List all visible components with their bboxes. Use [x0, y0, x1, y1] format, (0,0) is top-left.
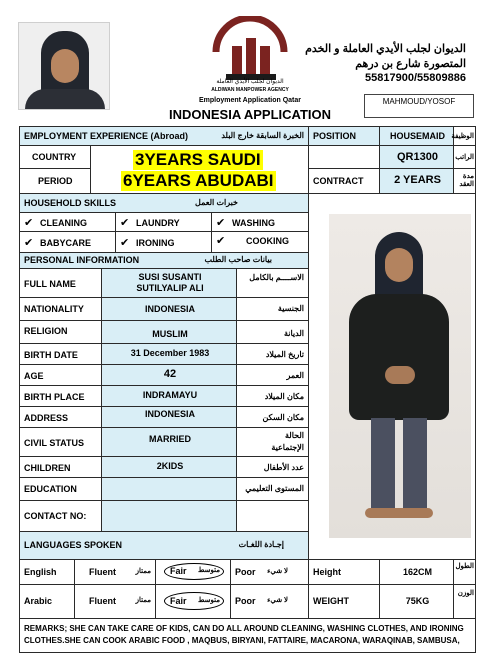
birth-date-value-box: [101, 344, 237, 364]
height-label-cell: [308, 559, 380, 585]
position-value-cell: [379, 126, 454, 146]
salary-ar: الراتب: [455, 154, 474, 161]
experience-label: EMPLOYMENT EXPERIENCE (Abroad): [24, 131, 189, 141]
contract-ar-cell: [453, 168, 476, 194]
weight-ar-cell: [453, 584, 476, 619]
photo-face: [385, 248, 413, 282]
photo-shoulders: [25, 89, 105, 110]
languages-title-ar: إجـادة اللغـات: [238, 540, 284, 549]
skill-cooking: COOKING: [246, 236, 290, 246]
skill-cleaning: CLEANING: [40, 218, 87, 228]
weight-value: 75KG: [405, 596, 430, 606]
lang-english-fluent-cell: [74, 559, 156, 585]
photo-hands: [385, 366, 415, 384]
children-label: CHILDREN: [24, 463, 71, 473]
row-civil-status: [19, 427, 309, 457]
fluent-label: Fluent: [89, 596, 116, 606]
fluent-ar: ممتاز: [135, 597, 151, 604]
personal-title: PERSONAL INFORMATION: [24, 255, 140, 265]
age-value: 42: [163, 368, 177, 380]
height-value: 162CM: [402, 567, 432, 577]
lang-english-poor-cell: [230, 559, 309, 585]
check-icon: ✔: [120, 217, 130, 229]
photo-leg-left: [371, 418, 395, 510]
nationality-label: NATIONALITY: [24, 304, 84, 314]
civil-status-value-box: [101, 428, 237, 456]
passport-photo: [18, 22, 110, 110]
birth-place-value-box: [101, 386, 237, 406]
religion-label: RELIGION: [24, 326, 68, 336]
row-education: [19, 477, 309, 501]
experience-values-cell: [90, 145, 309, 194]
fluent-label: Fluent: [89, 567, 116, 577]
experience-line-1: 3YEARS SAUDI: [135, 150, 261, 169]
contact-label: CONTACT NO:: [24, 511, 87, 521]
full-name-ar: الاســــم بالكامل: [249, 273, 304, 282]
check-icon: ✔: [120, 237, 130, 249]
photo-leg-right: [403, 418, 427, 510]
company-address-ar: المتصورة شارع بن درهم: [355, 58, 466, 70]
full-name-label: FULL NAME: [24, 279, 76, 289]
poor-label: Poor: [235, 567, 256, 577]
full-body-photo-cell: [308, 193, 476, 560]
nationality-value: INDONESIA: [144, 304, 195, 314]
personal-title-ar: بيانات صاحب الطلب: [204, 255, 272, 264]
skill-washing: WASHING: [232, 218, 276, 228]
experience-label-ar: الخبرة السابقة خارج البلد: [221, 131, 304, 140]
row-birth-date: [19, 343, 309, 365]
contract-label-cell: [308, 168, 380, 194]
contact-value-box: [101, 501, 237, 531]
country-label-cell: [19, 145, 91, 169]
education-label: EDUCATION: [24, 484, 77, 494]
fair-label: Fair: [170, 566, 187, 576]
skill-cleaning-cell: [19, 212, 116, 232]
civil-status-value: MARRIED: [149, 434, 191, 444]
check-icon: ✔: [24, 217, 34, 229]
agent-box: MAHMOUD/YOSOF: [364, 94, 474, 118]
photo-jacket: [349, 294, 449, 420]
birth-date-label: BIRTH DATE: [24, 350, 78, 360]
address-ar: مكان السكن: [262, 413, 304, 422]
salary-ar-cell: [453, 145, 476, 169]
position-value: HOUSEMAID: [389, 131, 445, 141]
height-value-cell: [379, 559, 454, 585]
birth-date-ar: تاريخ الميلاد: [265, 350, 304, 359]
skill-babycare: BABYCARE: [40, 238, 92, 248]
weight-label: WEIGHT: [313, 596, 349, 606]
remarks-cell: [19, 618, 476, 653]
position-ar: الوظيفة: [451, 133, 474, 140]
contract-label: CONTRACT: [313, 176, 364, 186]
nationality-ar: الجنسية: [277, 304, 304, 313]
civil-status-label: CIVIL STATUS: [24, 438, 85, 448]
skills-header: [19, 193, 309, 213]
poor-ar: لا شيء: [267, 568, 288, 575]
religion-value: MUSLIM: [152, 329, 188, 339]
children-value: 2KIDS: [156, 461, 184, 471]
skill-washing-cell: [211, 212, 309, 232]
address-value-box: [101, 407, 237, 427]
skill-laundry-cell: [115, 212, 212, 232]
height-label: Height: [313, 567, 341, 577]
lang-arabic-fair-cell: [155, 584, 231, 619]
lang-arabic-name-cell: [19, 584, 75, 619]
languages-header: [19, 531, 309, 560]
remarks-text: REMARKS; SHE CAN TAKE CARE OF KIDS, CAN DO ALL AROUND CLEANING, WASHING CLOTHES, AND IRONING CLOTHES.SHE CAN COOK ARABIC FOOD , MAQBUS, BIRYANI, FATTAIRE, MACARONA, WARAQINAB, SAMBUSA,: [24, 624, 464, 645]
education-value-box: [101, 478, 237, 500]
skills-title: HOUSEHOLD SKILLS: [24, 198, 117, 208]
birth-place-value: INDRAMAYU: [142, 390, 198, 400]
row-birth-place: [19, 385, 309, 407]
skill-ironing: IRONING: [136, 238, 175, 248]
weight-label-cell: [308, 584, 380, 619]
row-nationality: [19, 297, 309, 321]
check-icon: ✔: [216, 217, 226, 229]
lang-english-name-cell: [19, 559, 75, 585]
company-phones: 55817900/55809886: [365, 72, 466, 84]
civil-status-ar: الحالة الإجتماعية: [271, 431, 304, 452]
period-label: PERIOD: [38, 176, 73, 186]
fair-ar: متوسط: [198, 597, 220, 604]
check-icon: ✔: [24, 237, 34, 249]
lang-english-name: English: [24, 567, 57, 577]
address-label: ADDRESS: [24, 413, 69, 423]
lang-arabic-fluent-cell: [74, 584, 156, 619]
row-address: [19, 406, 309, 428]
position-ar-cell: [453, 126, 476, 146]
religion-value-box: [101, 321, 237, 343]
address-value: INDONESIA: [144, 409, 195, 419]
children-ar: عدد الأطفال: [263, 463, 304, 472]
birth-place-label: BIRTH PLACE: [24, 392, 85, 402]
weight-value-cell: [379, 584, 454, 619]
poor-ar: لا شيء: [267, 597, 288, 604]
lang-english-fair-cell: [155, 559, 231, 585]
salary-value: QR1300: [397, 151, 438, 163]
check-icon: ✔: [216, 235, 226, 247]
birth-date-value: 31 December 1983: [130, 348, 210, 358]
company-logo: [210, 16, 290, 96]
height-ar: الطول: [455, 563, 474, 570]
photo-feet: [365, 508, 433, 518]
full-body-photo: [329, 214, 471, 538]
row-full-name: [19, 268, 309, 298]
skill-laundry: LAUNDRY: [136, 218, 180, 228]
contract-value: 2 YEARS: [394, 174, 441, 186]
fluent-ar: ممتاز: [135, 568, 151, 575]
age-label: AGE: [24, 371, 44, 381]
education-ar: المستوى التعليمي: [245, 484, 304, 493]
birth-place-ar: مكان الميلاد: [264, 392, 304, 401]
country-label: COUNTRY: [32, 152, 77, 162]
lang-arabic-poor-cell: [230, 584, 309, 619]
nationality-value-box: [101, 298, 237, 320]
row-children: [19, 456, 309, 478]
row-religion: [19, 320, 309, 344]
row-age: [19, 364, 309, 386]
skill-ironing-cell: [115, 231, 212, 253]
languages-title: LANGUAGES SPOKEN: [24, 540, 123, 550]
fair-label: Fair: [170, 596, 187, 606]
photo-face: [51, 49, 79, 83]
period-label-cell: [19, 168, 91, 194]
religion-ar: الديانة: [283, 329, 304, 338]
lang-arabic-name: Arabic: [24, 596, 53, 606]
experience-line-2: 6YEARS ABUDABI: [123, 171, 274, 190]
logo-caption-ar: الديوان لجلب الأيدي العاملة: [216, 79, 284, 85]
skill-cooking-cell: [211, 231, 309, 253]
app-title: INDONESIA APPLICATION: [168, 107, 332, 122]
height-ar-cell: [453, 559, 476, 585]
full-name-value: SUSI SUSANTI SUTILYALIP ALI: [136, 272, 204, 293]
logo-caption-en: ALDIWAN MANPOWER AGENCY: [211, 87, 289, 93]
contract-ar: مدة العقد: [459, 173, 474, 188]
company-name-ar: الديوان لجلب الأيدي العاملة و الخدم: [305, 43, 466, 55]
personal-header: [19, 252, 309, 269]
fair-ar: متوسط: [198, 567, 220, 574]
position-label: POSITION: [313, 131, 357, 141]
position-label-cell: [308, 126, 380, 146]
app-subtitle: Employment Application Qatar: [198, 97, 302, 104]
salary-value-cell: [379, 145, 454, 169]
age-value-box: [101, 365, 237, 385]
salary-spacer-cell: [308, 145, 380, 169]
full-name-value-box: [101, 269, 237, 297]
weight-ar: الوزن: [457, 590, 474, 597]
skills-title-ar: خبرات العمل: [195, 198, 238, 207]
row-contact: [19, 500, 309, 532]
skill-babycare-cell: [19, 231, 116, 253]
children-value-box: [101, 457, 237, 477]
experience-header: [19, 126, 309, 146]
age-ar: العمر: [286, 371, 304, 380]
contract-value-cell: [379, 168, 454, 194]
poor-label: Poor: [235, 596, 256, 606]
